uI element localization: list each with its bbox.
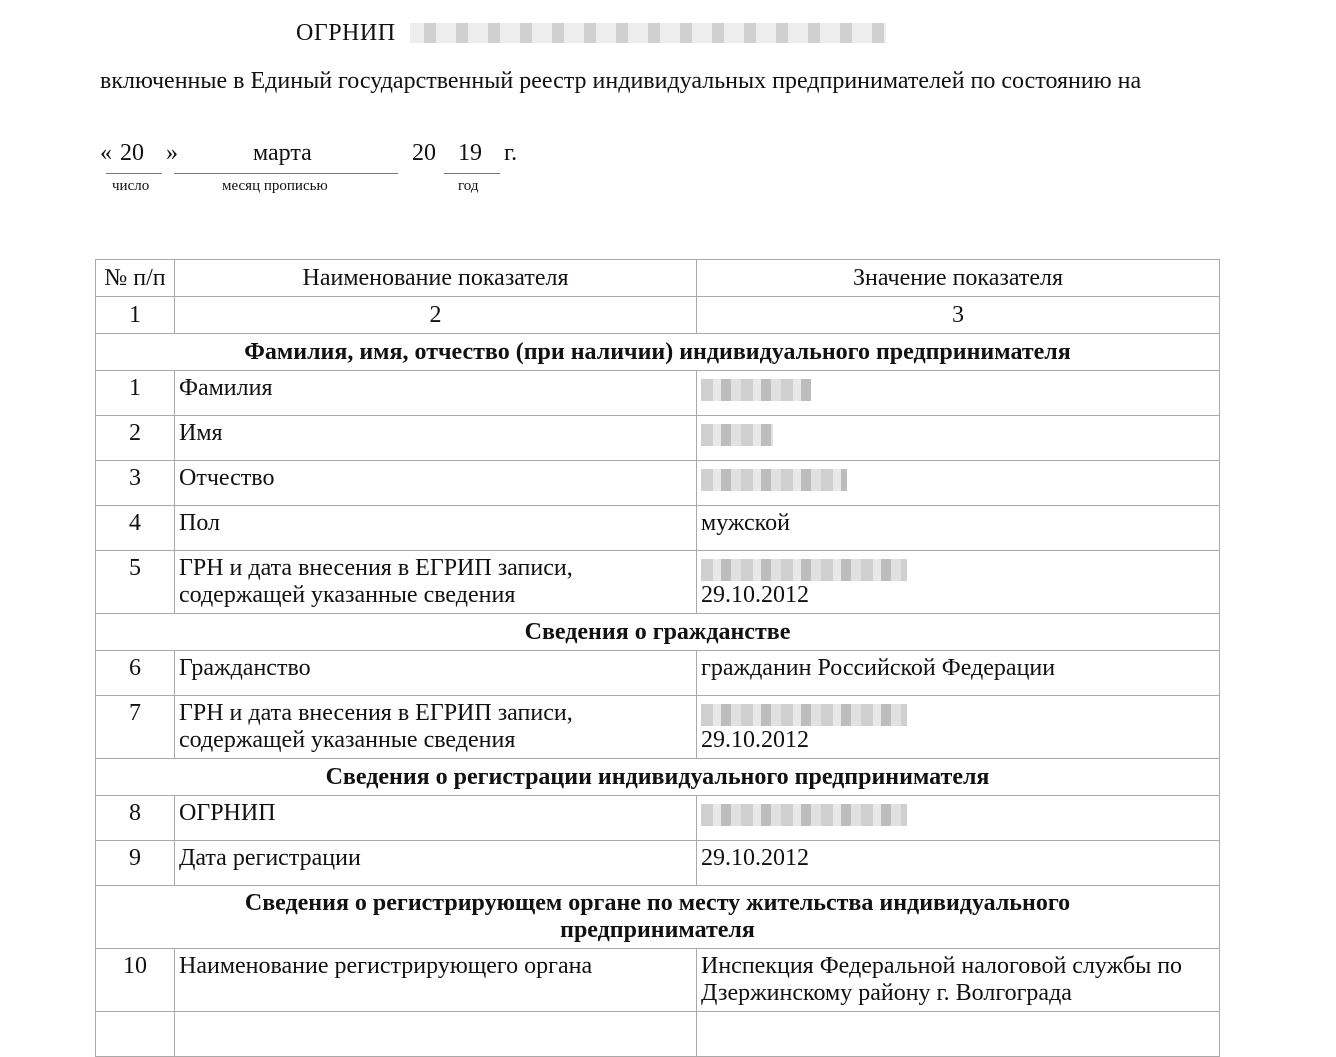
- ogrnip-header: [296, 14, 886, 52]
- date-day: 20: [120, 140, 144, 166]
- row-value: Инспекция Федеральной налоговой службы по Дзержинскому району г. Волгограда: [697, 949, 1220, 1012]
- row-name: Имя: [175, 416, 697, 461]
- row-number: 2: [96, 416, 175, 461]
- date-suffix: г.: [504, 140, 518, 166]
- redacted-grn: [701, 559, 907, 581]
- table-row: [96, 696, 1220, 759]
- table-row: [96, 551, 1220, 614]
- redacted-surname: [701, 379, 811, 401]
- table-row: [96, 841, 1220, 886]
- section-row-authority: [96, 886, 1220, 949]
- row-name: ОГРНИП: [175, 796, 697, 841]
- row-name: Фамилия: [175, 371, 697, 416]
- section-row-registration: [96, 759, 1220, 796]
- day-caption: число: [112, 178, 150, 194]
- redacted-patronymic: [701, 469, 847, 491]
- row-name: Гражданство: [175, 651, 697, 696]
- row-value: [697, 551, 1220, 614]
- col-header-name: Наименование показателя: [175, 260, 697, 297]
- table-row: [96, 461, 1220, 506]
- date-close-quote: »: [166, 140, 178, 166]
- ogrnip-header-label: ОГРНИП: [296, 19, 396, 46]
- row-number: 1: [96, 371, 175, 416]
- redacted-first-name: [701, 424, 773, 446]
- section-fio-title: Фамилия, имя, отчество (при наличии) индивидуального предпринимателя: [96, 334, 1220, 371]
- row-date: 29.10.2012: [701, 582, 809, 608]
- row-number: 6: [96, 651, 175, 696]
- colnum-2: 2: [175, 297, 697, 334]
- row-name: Пол: [175, 506, 697, 551]
- year-caption: год: [458, 178, 479, 194]
- col-header-num: № п/п: [96, 260, 175, 297]
- row-value: мужской: [697, 506, 1220, 551]
- row-value: [697, 696, 1220, 759]
- month-underline: [174, 173, 398, 174]
- date-year: 19: [458, 140, 482, 166]
- colnum-1: 1: [96, 297, 175, 334]
- row-value: [697, 461, 1220, 506]
- row-value: гражданин Российской Федерации: [697, 651, 1220, 696]
- table-colnum-row: [96, 297, 1220, 334]
- egrip-table: [95, 259, 1220, 1057]
- section-row-citizenship: [96, 614, 1220, 651]
- row-value: [697, 371, 1220, 416]
- date-century: 20: [412, 140, 436, 166]
- table-row: [96, 416, 1220, 461]
- row-name: ГРН и дата внесения в ЕГРИП записи, содержащей указанные сведения: [175, 696, 697, 759]
- intro-text: включенные в Единый государственный реестр индивидуальных предпринимателей по состоянию на: [100, 68, 1142, 94]
- row-number: 4: [96, 506, 175, 551]
- date-open-quote: «: [100, 140, 112, 166]
- redacted-grn: [701, 704, 907, 726]
- section-authority-title: Сведения о регистрирующем органе по месту жительства индивидуального предпринимателя: [96, 886, 1220, 949]
- redacted-ogrnip-value: [410, 14, 886, 52]
- row-number: [96, 1012, 175, 1057]
- row-date: 29.10.2012: [701, 727, 809, 753]
- table-row-cut: [96, 1012, 1220, 1057]
- row-value: 29.10.2012: [697, 841, 1220, 886]
- row-value: [697, 416, 1220, 461]
- row-number: 10: [96, 949, 175, 1012]
- row-value: [697, 796, 1220, 841]
- section-registration-title: Сведения о регистрации индивидуального предпринимателя: [96, 759, 1220, 796]
- table-row: [96, 651, 1220, 696]
- row-value: [697, 1012, 1220, 1057]
- day-underline: [106, 173, 162, 174]
- row-number: 8: [96, 796, 175, 841]
- col-header-value: Значение показателя: [697, 260, 1220, 297]
- row-name: Дата регистрации: [175, 841, 697, 886]
- year-underline: [444, 173, 500, 174]
- row-name: ГРН и дата внесения в ЕГРИП записи, содержащей указанные сведения: [175, 551, 697, 614]
- date-month: марта: [253, 140, 312, 166]
- table-row: [96, 796, 1220, 841]
- row-number: 7: [96, 696, 175, 759]
- colnum-3: 3: [697, 297, 1220, 334]
- row-number: 5: [96, 551, 175, 614]
- row-number: 9: [96, 841, 175, 886]
- table-row: [96, 949, 1220, 1012]
- row-name: Отчество: [175, 461, 697, 506]
- table-header-row: [96, 260, 1220, 297]
- row-name: Наименование регистрирующего органа: [175, 949, 697, 1012]
- section-row-fio: [96, 334, 1220, 371]
- table-row: [96, 506, 1220, 551]
- table-row: [96, 371, 1220, 416]
- row-number: 3: [96, 461, 175, 506]
- section-citizenship-title: Сведения о гражданстве: [96, 614, 1220, 651]
- row-name: [175, 1012, 697, 1057]
- month-caption: месяц прописью: [222, 178, 328, 194]
- redacted-ogrnip: [701, 804, 907, 826]
